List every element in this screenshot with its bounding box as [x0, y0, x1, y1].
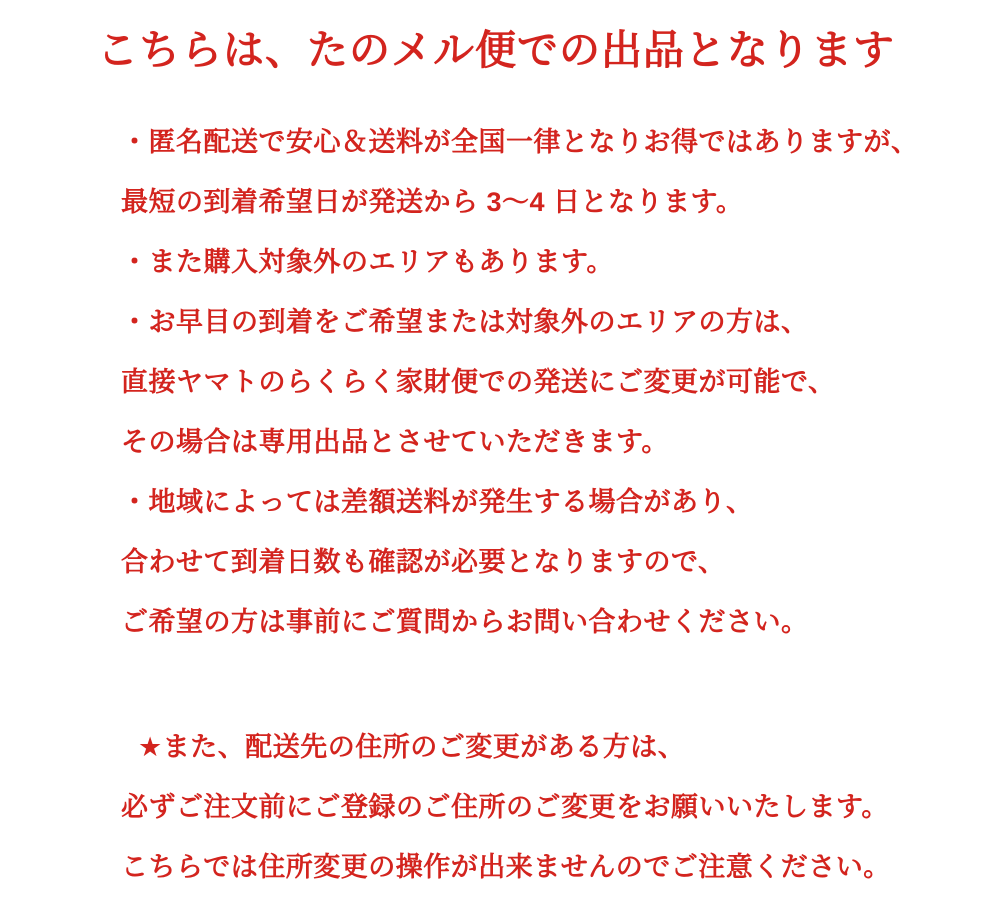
- notice-line: 最短の到着希望日が発送から 3～4 日となります。: [121, 187, 744, 217]
- notice-line: ・匿名配送で安心＆送料が全国一律となりお得ではありますが、: [121, 127, 919, 157]
- notice-line: ・また購入対象外のエリアもあります。: [121, 247, 614, 277]
- notice-line: 直接ヤマトのらくらく家財便での発送にご変更が可能で、: [121, 367, 836, 397]
- notice-line: その場合は専用出品とさせていただきます。: [121, 427, 669, 457]
- notice-line: ・お早目の到着をご希望または対象外のエリアの方は、: [121, 307, 809, 337]
- shipping-notice: [121, 112, 992, 897]
- section-gap: [121, 652, 992, 717]
- page-title: こちらは、たのメル便での出品となります: [97, 27, 895, 73]
- notice-line: ・地域によっては差額送料が発生する場合があり、: [121, 487, 754, 517]
- notice-line: 合わせて到着日数も確認が必要となりますので、: [121, 547, 726, 577]
- notice-line: ご希望の方は事前にご質問からお問い合わせください。: [121, 607, 809, 637]
- address-notice-line: こちらでは住所変更の操作が出来ませんのでご注意ください。: [121, 852, 891, 882]
- address-notice-line: ★また、配送先の住所のご変更がある方は、: [138, 732, 686, 762]
- address-notice-line: 必ずご注文前にご登録のご住所のご変更をお願いいたします。: [121, 792, 889, 822]
